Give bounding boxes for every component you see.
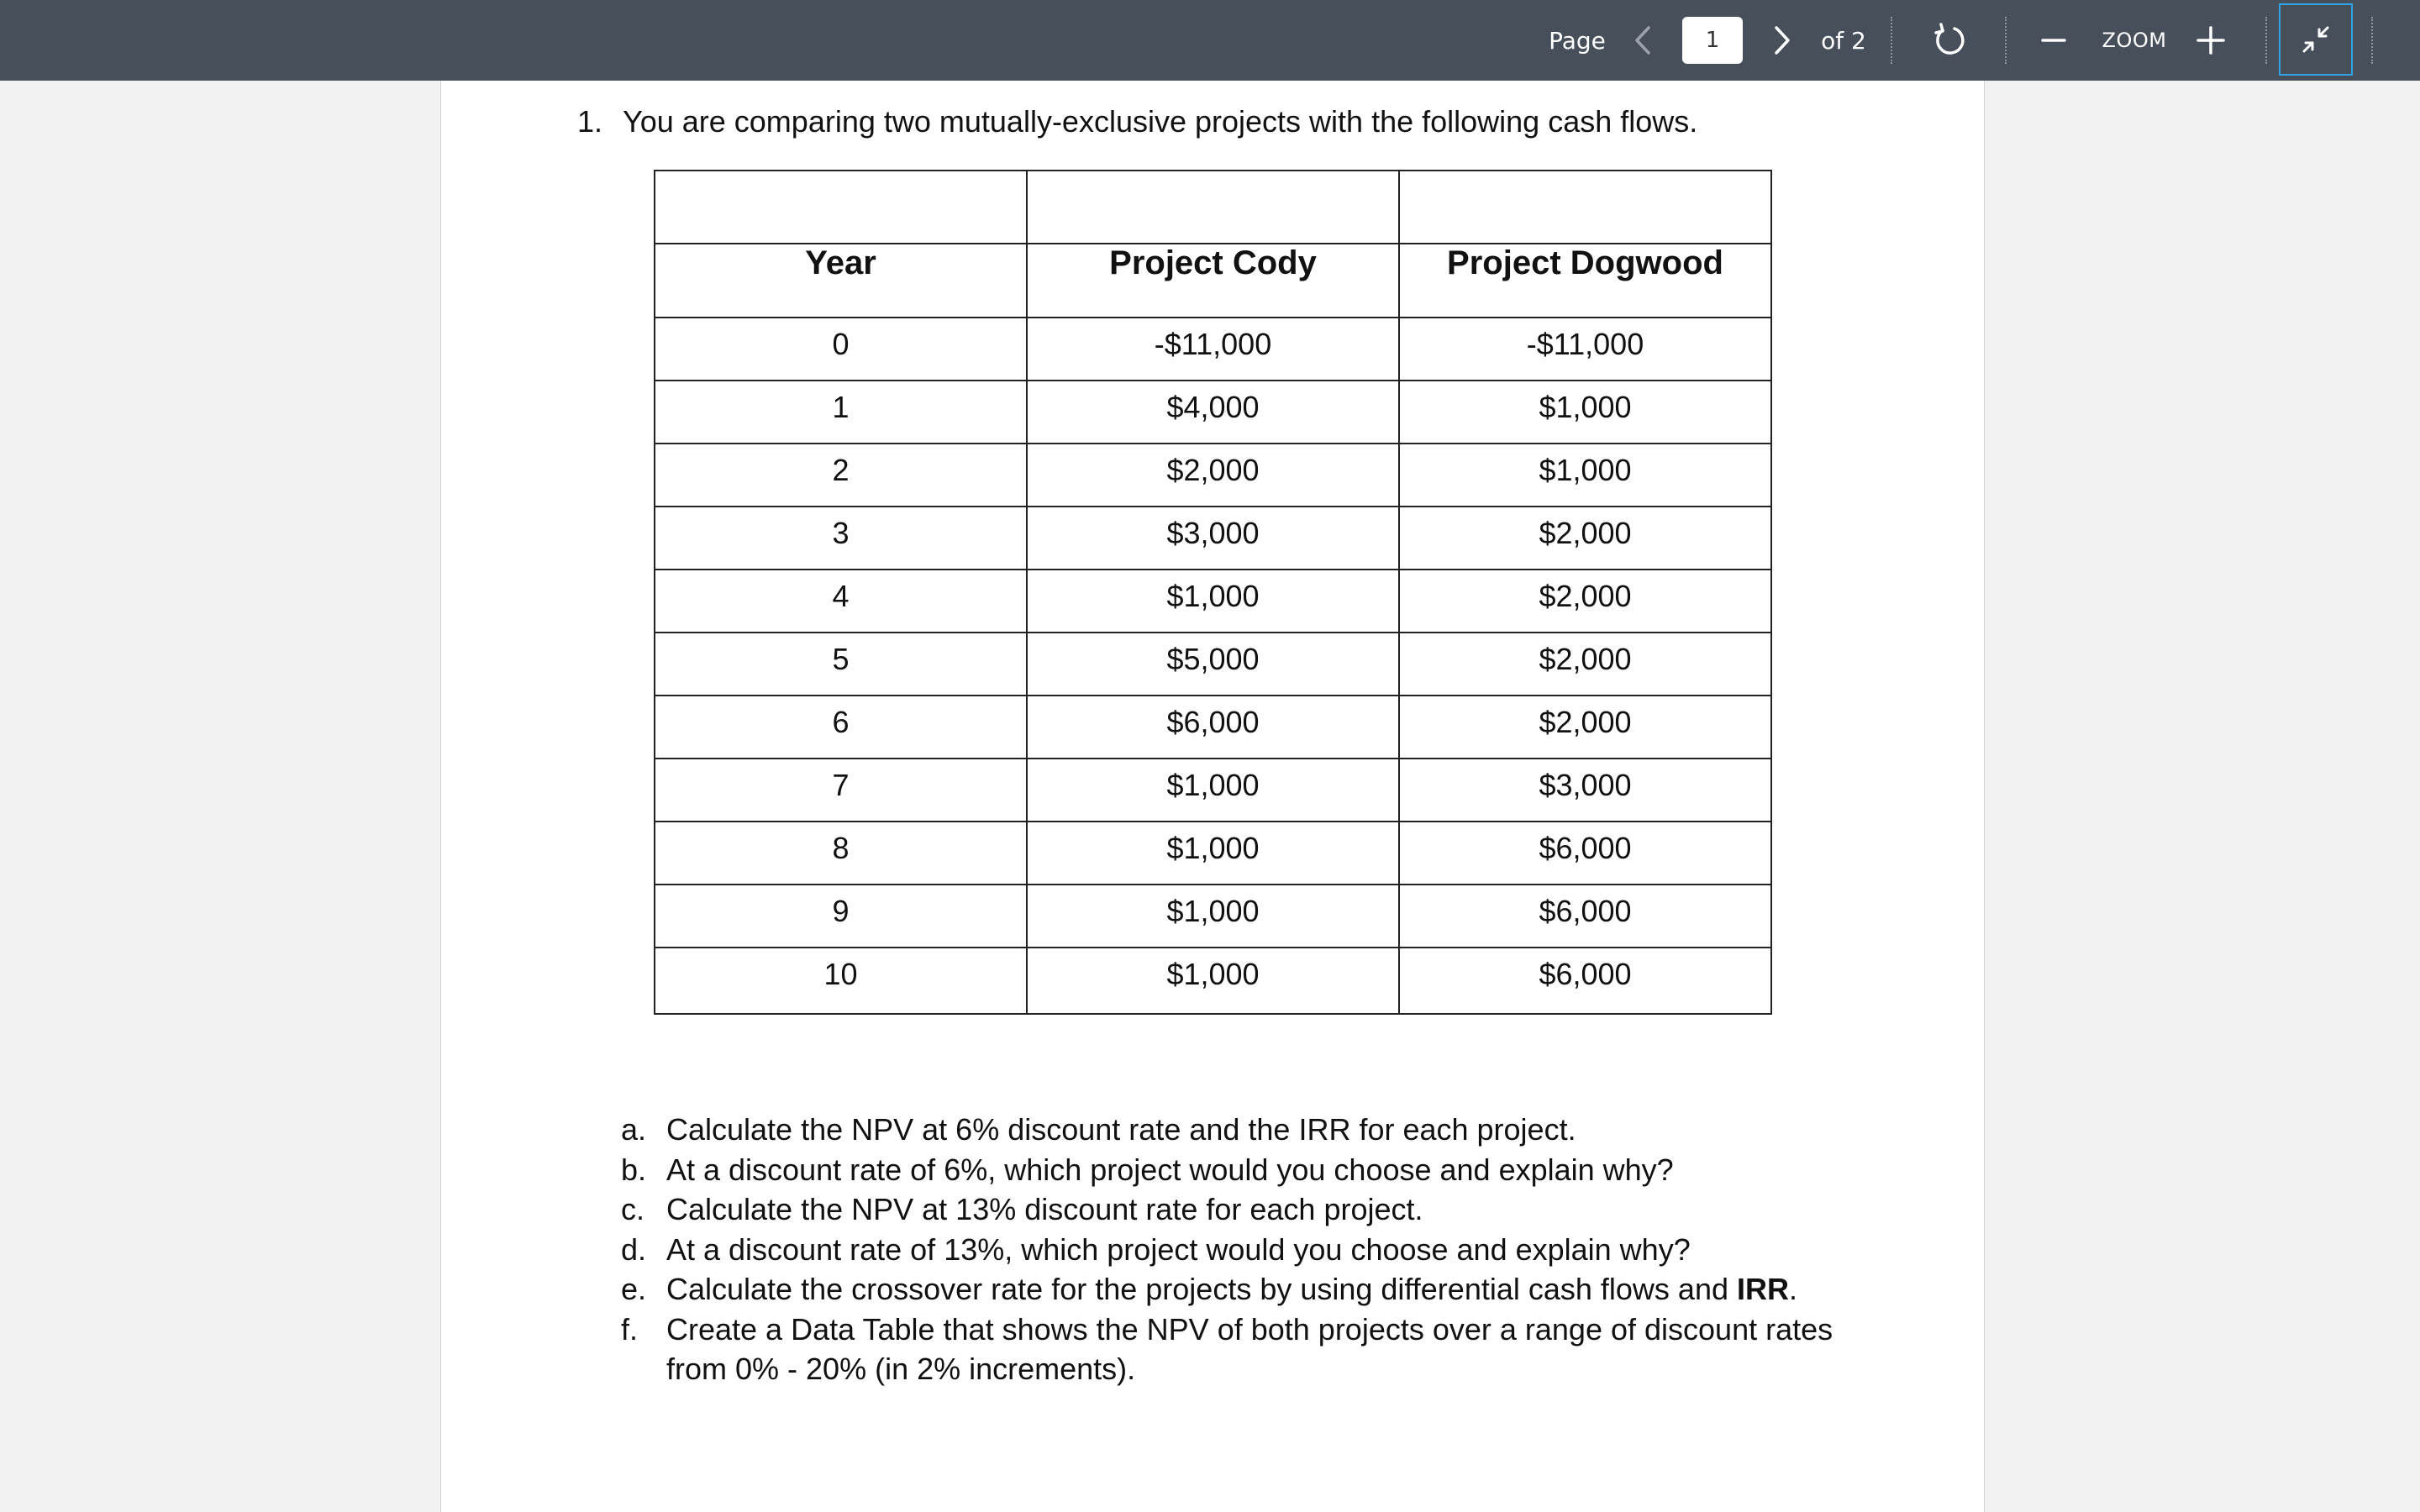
table-cell xyxy=(1027,948,1399,1014)
table-cell xyxy=(1027,759,1399,822)
subquestion-text: Calculate the NPV at 13% discount rate for each project. xyxy=(666,1192,1423,1226)
question-number: 1. xyxy=(577,104,603,139)
table-cell xyxy=(1027,444,1399,507)
table-cell-value: $2,000 xyxy=(1539,642,1632,676)
subquestion-text-end: . xyxy=(1789,1272,1798,1306)
table-cell xyxy=(1399,948,1771,1014)
subquestion-text-wrap xyxy=(666,1310,1848,1389)
rotate-icon xyxy=(1933,23,1969,58)
viewer-toolbar xyxy=(0,0,2420,81)
table-cell xyxy=(1027,318,1399,381)
table-cell xyxy=(655,507,1027,570)
subquestion-text: Calculate the NPV at 6% discount rate and the IRR for each project. xyxy=(666,1112,1576,1147)
table-header-row xyxy=(655,244,1771,318)
table-blank-row xyxy=(655,171,1771,244)
table-cell xyxy=(1399,444,1771,507)
table-cell xyxy=(1399,570,1771,633)
table-row xyxy=(655,822,1771,885)
chevron-right-icon xyxy=(1773,25,1791,55)
table-cell-value: $6,000 xyxy=(1166,705,1260,739)
cash-flow-table xyxy=(654,170,1772,1015)
subquestion-label: b. xyxy=(621,1152,647,1187)
next-page-button[interactable] xyxy=(1765,0,1799,81)
subquestion-bold-term: IRR xyxy=(1737,1272,1789,1306)
table-row xyxy=(655,570,1771,633)
table-cell xyxy=(1399,759,1771,822)
table-cell-value: $2,000 xyxy=(1539,516,1632,550)
table-header-cell xyxy=(655,244,1027,318)
table-cell-value: $2,000 xyxy=(1539,705,1632,739)
table-cell xyxy=(1399,507,1771,570)
subquestion-text: At a discount rate of 6%, which project would you choose and explain why? xyxy=(666,1152,1674,1187)
table-cell-value: 1 xyxy=(832,390,850,424)
table-cell-value: 8 xyxy=(832,831,850,865)
table-header-cell xyxy=(1399,244,1771,318)
table-cell xyxy=(655,381,1027,444)
table-row xyxy=(655,633,1771,696)
table-cell xyxy=(1027,885,1399,948)
table-cell-value: $2,000 xyxy=(1166,453,1260,487)
table-cell xyxy=(655,633,1027,696)
table-header-cell xyxy=(1027,244,1399,318)
page-number-input[interactable] xyxy=(1682,17,1743,64)
table-cell xyxy=(1399,633,1771,696)
table-header-text: Year xyxy=(805,244,876,281)
subquestion-text: Calculate the crossover rate for the projects by using differential cash flows and xyxy=(666,1272,1737,1306)
question-text: You are comparing two mutually-exclusive projects with the following cash flows. xyxy=(623,104,1698,139)
exit-fullscreen-button[interactable] xyxy=(2279,3,2353,76)
table-cell xyxy=(655,318,1027,381)
document-page xyxy=(440,81,1985,1512)
table-row xyxy=(655,507,1771,570)
table-cell xyxy=(655,444,1027,507)
table-cell xyxy=(1027,696,1399,759)
table-cell xyxy=(1399,318,1771,381)
subquestion-label: f. xyxy=(621,1311,639,1347)
table-cell-value: $4,000 xyxy=(1166,390,1260,424)
collapse-icon xyxy=(2301,24,2331,55)
subquestion-text: Create a Data Table that shows the NPV of both projects over a range of discount rates from 0% - 20% (in 2% increments). xyxy=(666,1311,1833,1386)
table-cell xyxy=(655,822,1027,885)
table-header-text: Project Cody xyxy=(1109,244,1317,281)
page-total: of 2 xyxy=(1821,26,1866,55)
table-cell-value: $1,000 xyxy=(1539,453,1632,487)
subquestion-label: e. xyxy=(621,1272,647,1306)
table-cell xyxy=(655,948,1027,1014)
table-cell-value: $1,000 xyxy=(1539,390,1632,424)
table-cell xyxy=(1027,822,1399,885)
table-cell-value: $1,000 xyxy=(1166,579,1260,613)
minus-icon xyxy=(2041,38,2066,43)
rotate-button[interactable] xyxy=(1926,0,1976,81)
table-cell-value: 4 xyxy=(832,579,850,613)
plus-icon xyxy=(2196,26,2225,55)
subquestion-item xyxy=(621,1110,1848,1150)
table-row xyxy=(655,381,1771,444)
table-cell-value: $6,000 xyxy=(1539,894,1632,928)
table-cell xyxy=(1027,507,1399,570)
table-cell-value: -$11,000 xyxy=(1154,327,1272,361)
table-cell-value: $1,000 xyxy=(1166,894,1260,928)
table-cell-value: 3 xyxy=(832,516,850,550)
table-cell xyxy=(1399,822,1771,885)
previous-page-button[interactable] xyxy=(1626,0,1660,81)
question-heading xyxy=(577,104,1697,139)
subquestion-text: At a discount rate of 13%, which project would you choose and explain why? xyxy=(666,1231,1691,1267)
table-cell-value: $2,000 xyxy=(1539,579,1632,613)
subquestion-item xyxy=(621,1150,1848,1190)
table-cell-value: 2 xyxy=(832,453,850,487)
subquestion-label: d. xyxy=(621,1231,647,1267)
table-header-text: Project Dogwood xyxy=(1447,244,1723,281)
toolbar-divider xyxy=(1891,17,1892,64)
table-cell-value: 9 xyxy=(832,894,850,928)
table-cell-value: 10 xyxy=(823,957,858,991)
table-cell-value: $6,000 xyxy=(1539,831,1632,865)
page-label: Page xyxy=(1549,26,1606,55)
table-cell xyxy=(655,171,1027,244)
subquestion-item xyxy=(621,1269,1848,1310)
table-cell xyxy=(1399,171,1771,244)
subquestion-label: a. xyxy=(621,1112,647,1147)
toolbar-divider xyxy=(2005,17,2007,64)
chevron-left-icon xyxy=(1634,25,1652,55)
zoom-in-button[interactable] xyxy=(2190,0,2232,81)
table-cell-value: $6,000 xyxy=(1539,957,1632,991)
subquestion-text-wrap xyxy=(666,1269,1848,1310)
zoom-label: ZOOM xyxy=(2102,29,2167,52)
subquestion-item xyxy=(621,1189,1848,1230)
subquestion-item xyxy=(621,1310,1848,1389)
subquestion-text-wrap xyxy=(666,1230,1848,1270)
table-cell xyxy=(1027,570,1399,633)
table-cell-value: $5,000 xyxy=(1166,642,1260,676)
subquestion-text-wrap xyxy=(666,1150,1848,1190)
subquestion-item xyxy=(621,1230,1848,1270)
table-cell xyxy=(655,696,1027,759)
table-cell-value: 5 xyxy=(832,642,850,676)
table-row xyxy=(655,696,1771,759)
table-cell xyxy=(655,570,1027,633)
zoom-out-button[interactable] xyxy=(2033,0,2074,81)
toolbar-divider xyxy=(2371,17,2373,64)
table-row xyxy=(655,318,1771,381)
toolbar-divider xyxy=(2265,17,2267,64)
table-cell-value: $3,000 xyxy=(1539,768,1632,802)
table-cell xyxy=(655,885,1027,948)
subquestion-list xyxy=(621,1110,1848,1389)
table-row xyxy=(655,948,1771,1014)
table-cell xyxy=(655,759,1027,822)
table-cell xyxy=(1027,171,1399,244)
table-cell xyxy=(1399,885,1771,948)
table-cell-value: $1,000 xyxy=(1166,831,1260,865)
table-cell-value: 7 xyxy=(832,768,850,802)
table-cell-value: $1,000 xyxy=(1166,957,1260,991)
subquestion-text-wrap xyxy=(666,1110,1848,1150)
table-row xyxy=(655,444,1771,507)
table-cell-value: $1,000 xyxy=(1166,768,1260,802)
table-row xyxy=(655,759,1771,822)
table-cell xyxy=(1399,696,1771,759)
table-cell xyxy=(1399,381,1771,444)
subquestion-label: c. xyxy=(621,1192,645,1226)
subquestion-text-wrap xyxy=(666,1189,1848,1230)
table-cell xyxy=(1027,633,1399,696)
table-cell-value: -$11,000 xyxy=(1526,327,1644,361)
table-cell xyxy=(1027,381,1399,444)
table-cell-value: $3,000 xyxy=(1166,516,1260,550)
table-cell-value: 0 xyxy=(832,327,850,361)
table-cell-value: 6 xyxy=(832,705,850,739)
table-row xyxy=(655,885,1771,948)
